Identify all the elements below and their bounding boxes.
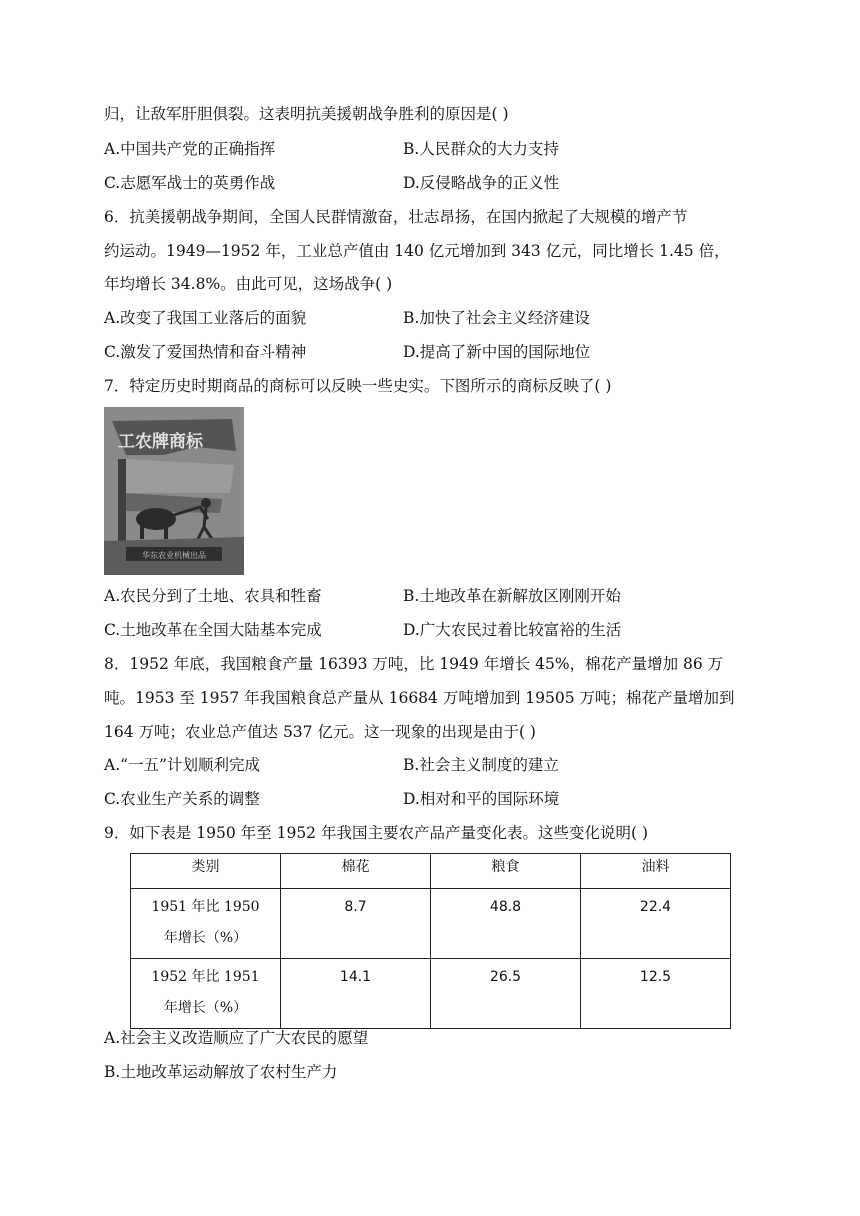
q6-stem-line-2: 约运动。1949—1952 年，工业总产值由 140 亿元增加到 343 亿元，同比增长 1.45 倍， [104, 242, 730, 260]
row-label-line-2: 年增长（%） [163, 930, 248, 946]
trademark-image [104, 407, 244, 575]
q7-stem-line-1: 7．特定历史时期商品的商标可以反映一些史实。下图所示的商标反映了( ) [104, 377, 612, 395]
q7-option-b: B.土地改革在新解放区刚刚开始 [403, 587, 621, 605]
q9-option-a: A.社会主义改造顺应了广大农民的愿望 [104, 1029, 369, 1047]
cell-oil: 22.4 [581, 889, 731, 959]
row-label-line-2: 年增长（%） [163, 1000, 248, 1016]
q6-stem-line-3: 年均增长 34.8%。由此可见，这场战争( ) [104, 275, 393, 293]
cell-grain: 26.5 [431, 959, 581, 1029]
q5-stem-continuation: 归，让敌军肝胆俱裂。这表明抗美援朝战争胜利的原因是( ) [104, 105, 509, 123]
table-row [131, 959, 731, 1029]
q6-option-a: A.改变了我国工业落后的面貌 [104, 309, 307, 327]
trademark-illustration [104, 407, 244, 575]
table-header-grain: 粮食 [431, 854, 581, 889]
cell-grain: 48.8 [431, 889, 581, 959]
table-header-row [131, 854, 731, 889]
q8-option-b: B.社会主义制度的建立 [403, 756, 559, 774]
table-header-category: 类别 [131, 854, 281, 889]
trademark-title-text: 工农牌商标 [118, 432, 203, 452]
q8-option-a: A.“一五”计划顺利完成 [104, 756, 260, 774]
q5-option-a: A.中国共产党的正确指挥 [104, 140, 276, 158]
q8-stem-line-2: 吨。1953 至 1957 年我国粮食总产量从 16684 万吨增加到 19505 万吨；棉花产量增加到 [104, 689, 735, 707]
q6-option-c: C.激发了爱国热情和奋斗精神 [104, 343, 307, 361]
table-row [131, 889, 731, 959]
q8-stem-line-3: 164 万吨；农业总产值达 537 亿元。这一现象的出现是由于( ) [104, 723, 536, 741]
production-table [130, 853, 731, 1029]
q6-option-d: D.提高了新中国的国际地位 [403, 343, 591, 361]
table-row-label [131, 889, 281, 959]
table-header-oil: 油料 [581, 854, 731, 889]
q8-option-c: C.农业生产关系的调整 [104, 790, 260, 808]
q6-stem-line-1: 6．抗美援朝战争期间，全国人民群情激奋，壮志昂扬，在国内掀起了大规模的增产节 [104, 208, 688, 226]
q8-stem-line-1: 8．1952 年底，我国粮食产量 16393 万吨，比 1949 年增长 45%，棉花产量增加 86 万 [104, 655, 724, 673]
q6-option-b: B.加快了社会主义经济建设 [403, 309, 590, 327]
cell-oil: 12.5 [581, 959, 731, 1029]
q9-stem-line-1: 9．如下表是 1950 年至 1952 年我国主要农产品产量变化表。这些变化说明( ) [104, 824, 648, 842]
row-label-line-1: 1952 年比 1951 [151, 969, 260, 985]
q5-option-d: D.反侵略战争的正义性 [403, 174, 560, 192]
q7-option-c: C.土地改革在全国大陆基本完成 [104, 621, 322, 639]
table-header-cotton: 棉花 [281, 854, 431, 889]
q8-option-d: D.相对和平的国际环境 [403, 790, 560, 808]
row-label-line-1: 1951 年比 1950 [151, 899, 260, 915]
q5-option-b: B.人民群众的大力支持 [403, 140, 559, 158]
cell-cotton: 8.7 [281, 889, 431, 959]
q9-option-b: B.土地改革运动解放了农村生产力 [104, 1063, 338, 1081]
q7-option-a: A.农民分到了土地、农具和牲畜 [104, 587, 322, 605]
table-row-label [131, 959, 281, 1029]
trademark-subtitle-text: 华东农业机械出品 [142, 551, 206, 560]
q7-option-d: D.广大农民过着比较富裕的生活 [403, 621, 622, 639]
cell-cotton: 14.1 [281, 959, 431, 1029]
q5-option-c: C.志愿军战士的英勇作战 [104, 174, 276, 192]
